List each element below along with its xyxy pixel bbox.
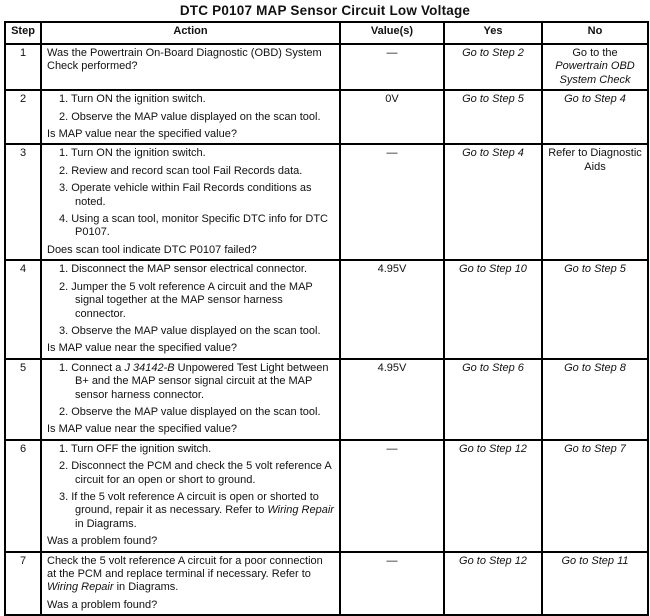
value-cell: 4.95V [340, 260, 444, 358]
no-text: Go to Step 7 [564, 442, 626, 455]
yes-cell [444, 260, 542, 358]
no-cell [542, 359, 648, 440]
no-text: System Check [559, 73, 631, 86]
action-cell [41, 552, 340, 616]
value-cell: — [340, 144, 444, 260]
yes-text: Go to Step 10 [459, 263, 527, 276]
table-row-step-2 [5, 90, 648, 144]
action-item: 3. If the 5 volt reference A circuit is open or shorted to ground, repair it as necessary. Refer to Wiring Repair in Diagrams. [59, 490, 334, 530]
table-row-step-3 [5, 144, 648, 260]
step-number: 1 [5, 44, 41, 90]
action-item: 3. Observe the MAP value displayed on the scan tool. [59, 324, 321, 337]
no-cell [542, 440, 648, 552]
action-item: 1. Disconnect the MAP sensor electrical connector. [59, 263, 308, 276]
step-number: 3 [5, 144, 41, 260]
col-header-no: No [542, 22, 648, 44]
action-item: 1. Turn ON the ignition switch. [59, 93, 206, 106]
no-text: Go to Step 11 [561, 554, 629, 567]
action-item: 2. Jumper the 5 volt reference A circuit and the MAP signal together at the MAP sensor harness connector. [59, 280, 313, 320]
table-row-step-5 [5, 359, 648, 440]
action-item: 2. Observe the MAP value displayed on the scan tool. [59, 405, 321, 418]
dtc-diagnostic-table [4, 21, 649, 616]
no-text: Refer to Diagnostic Aids [548, 147, 642, 173]
value-cell: 4.95V [340, 359, 444, 440]
step-number: 4 [5, 260, 41, 358]
no-cell [542, 90, 648, 144]
action-cell [41, 260, 340, 358]
value-cell: — [340, 44, 444, 90]
no-text: Go to Step 5 [564, 263, 626, 276]
action-cell [41, 90, 340, 144]
yes-cell [444, 552, 542, 616]
yes-text: Go to Step 5 [462, 93, 524, 106]
step-number: 2 [5, 90, 41, 144]
yes-text: Go to Step 2 [462, 47, 524, 59]
table-row-step-6 [5, 440, 648, 552]
col-header-values: Value(s) [340, 22, 444, 44]
action-question: Does scan tool indicate DTC P0107 failed? [47, 243, 257, 256]
action-question: Is MAP value near the specified value? [47, 342, 237, 355]
action-item: 1. Turn OFF the ignition switch. [59, 442, 212, 455]
action-question: Was the Powertrain On-Board Diagnostic (OBD) System Check performed? [47, 47, 322, 73]
yes-text: Go to Step 6 [462, 361, 524, 374]
col-header-action: Action [41, 22, 340, 44]
header-row [5, 22, 648, 44]
step-number: 7 [5, 552, 41, 616]
action-question: Was a problem found? [47, 598, 158, 611]
table-row-step-4 [5, 260, 648, 358]
no-cell [542, 260, 648, 358]
action-question: Was a problem found? [47, 535, 158, 548]
action-cell [41, 440, 340, 552]
col-header-yes: Yes [444, 22, 542, 44]
page-title: DTC P0107 MAP Sensor Circuit Low Voltage [179, 3, 471, 18]
action-item: 2. Observe the MAP value displayed on the scan tool. [59, 110, 321, 123]
table-row-step-7 [5, 552, 648, 616]
yes-cell [444, 144, 542, 260]
yes-cell [444, 440, 542, 552]
yes-text: Go to Step 12 [459, 554, 527, 567]
yes-cell [444, 359, 542, 440]
step-number: 6 [5, 440, 41, 552]
value-cell: 0V [340, 90, 444, 144]
table-row-step-1 [5, 44, 648, 90]
action-paragraph: Check the 5 volt reference A circuit for a poor connection at the PCM and replace terminal if necessary. Refer to Wiring Repair in Diagrams. [47, 554, 323, 594]
step-number: 5 [5, 359, 41, 440]
no-text: Powertrain OBD [555, 60, 635, 73]
action-cell [41, 144, 340, 260]
action-item: 2. Disconnect the PCM and check the 5 volt reference A circuit for an open or short to ground. [59, 460, 332, 486]
yes-cell [444, 44, 542, 90]
no-text: Go to the [572, 47, 618, 59]
col-header-step: Step [5, 22, 41, 44]
action-cell [41, 359, 340, 440]
no-cell [542, 144, 648, 260]
action-question: Is MAP value near the specified value? [47, 423, 237, 436]
action-item: 1. Turn ON the ignition switch. [59, 147, 206, 160]
no-cell [542, 44, 648, 90]
action-cell [41, 44, 340, 90]
action-item: 1. Connect a J 34142-B Unpowered Test Light between B+ and the MAP sensor signal circuit at the MAP sensor harness connector. [59, 361, 329, 401]
action-item: 3. Operate vehicle within Fail Records conditions as noted. [59, 182, 312, 208]
value-cell: — [340, 440, 444, 552]
yes-cell [444, 90, 542, 144]
action-question: Is MAP value near the specified value? [47, 128, 237, 141]
action-item: 2. Review and record scan tool Fail Records data. [59, 164, 303, 177]
no-cell [542, 552, 648, 616]
action-item: 4. Using a scan tool, monitor Specific DTC info for DTC P0107. [59, 213, 328, 239]
yes-text: Go to Step 12 [459, 442, 527, 455]
no-text: Go to Step 4 [564, 93, 626, 106]
yes-text: Go to Step 4 [462, 147, 524, 160]
value-cell: — [340, 552, 444, 616]
no-text: Go to Step 8 [564, 361, 626, 374]
